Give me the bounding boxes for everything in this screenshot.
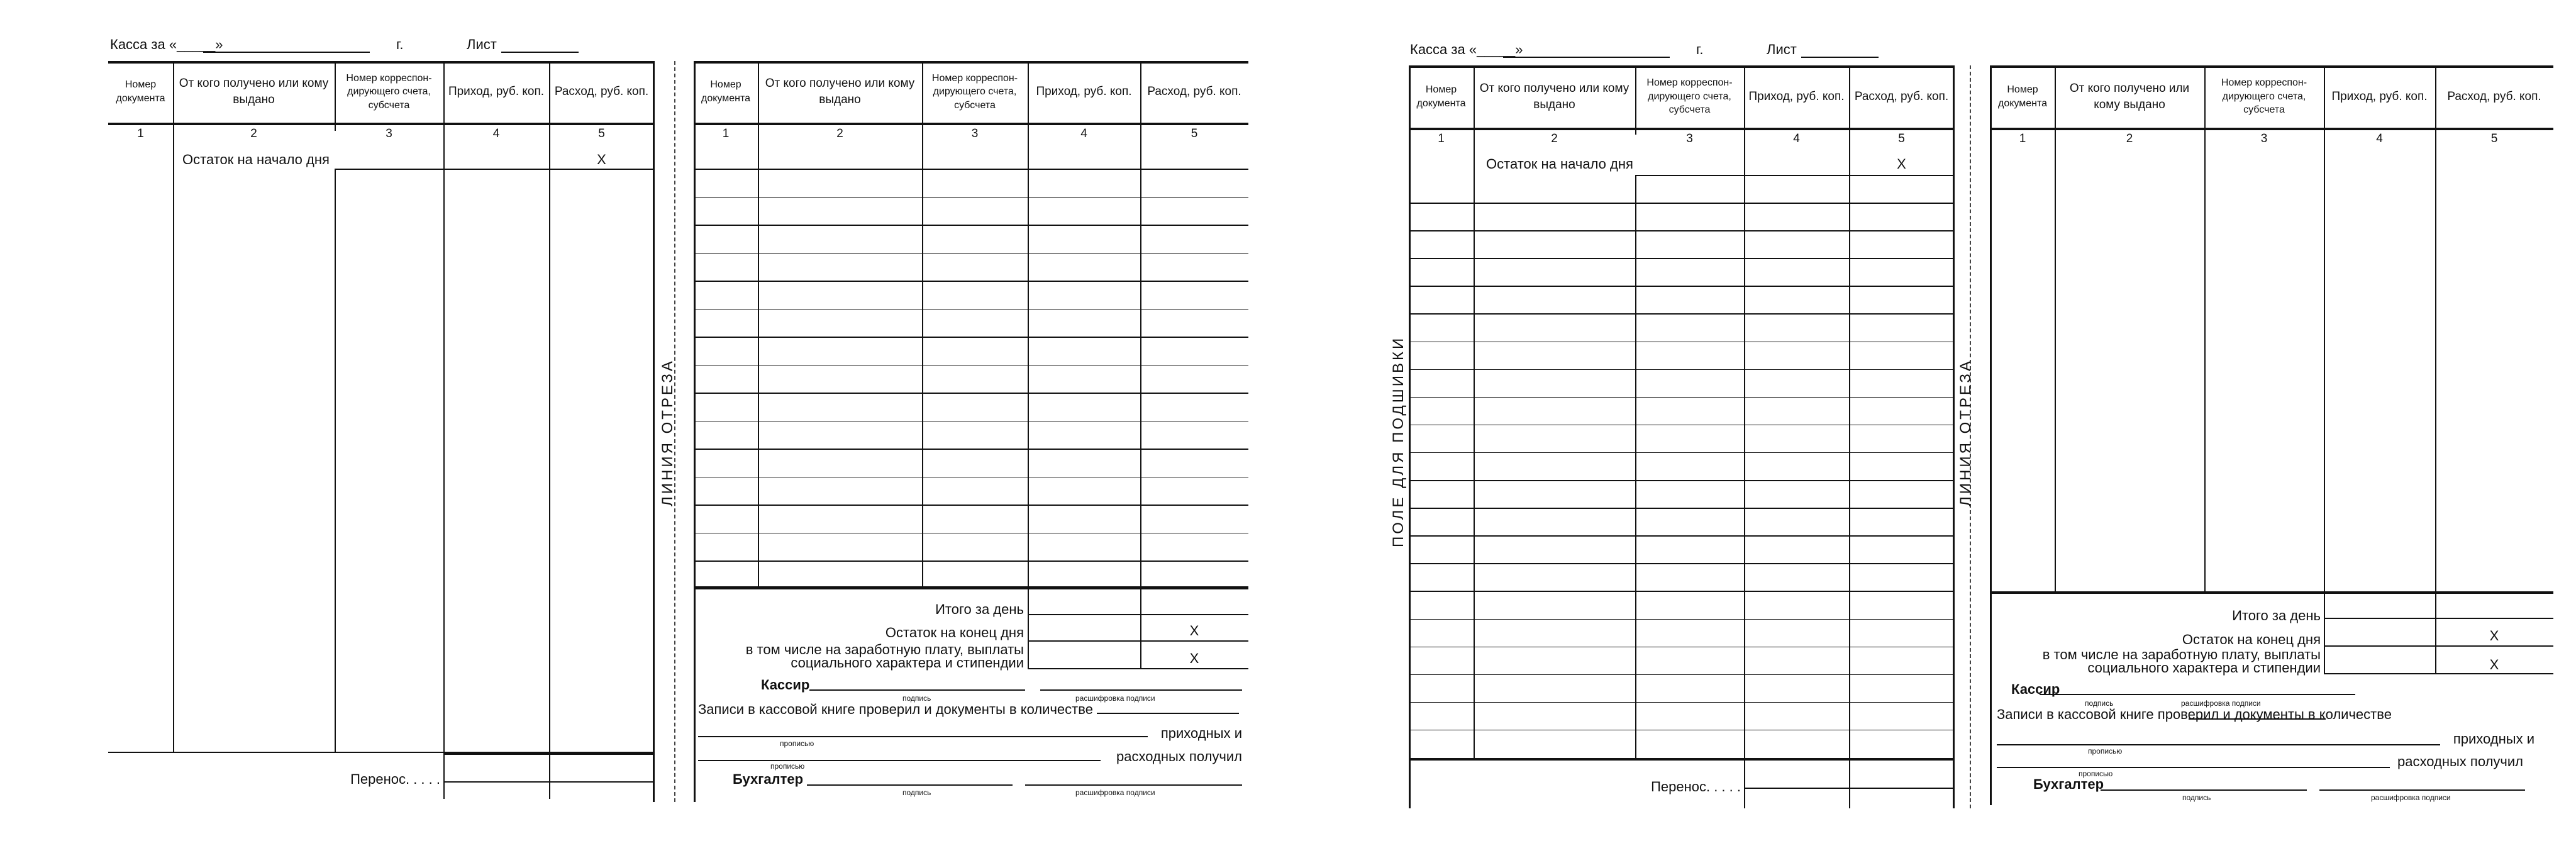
date-field[interactable] xyxy=(1503,57,1670,58)
column-divider xyxy=(173,123,174,752)
table-row xyxy=(694,533,1248,534)
date-field[interactable] xyxy=(203,52,370,53)
column-divider xyxy=(2204,128,2206,591)
salary-label-line2: социального характера и стипендии xyxy=(791,655,1024,671)
cashier-label: Кассир xyxy=(2011,681,2060,697)
accountant-signature-decode-field[interactable] xyxy=(1025,784,1242,786)
column-number-2: 2 xyxy=(1551,132,1558,145)
accountant-signature-caption: подпись xyxy=(902,788,931,797)
salary-expense-cross: X xyxy=(1189,650,1199,666)
table-row xyxy=(1409,730,1954,731)
column-divider xyxy=(1635,175,1636,758)
table-row xyxy=(694,337,1248,338)
carry-over-top xyxy=(443,752,654,755)
table-row xyxy=(1409,647,1954,648)
table-row xyxy=(1409,342,1954,343)
opening-balance-underline xyxy=(1635,175,1954,176)
column-divider xyxy=(549,123,550,799)
column-divider xyxy=(2324,65,2325,128)
column-divider xyxy=(173,61,174,123)
column-number-5: 5 xyxy=(2490,132,2498,145)
column-number-1: 1 xyxy=(1438,132,1445,145)
table-row xyxy=(694,365,1248,366)
accountant-signature-decode-caption: расшифровка подписи xyxy=(2371,793,2451,802)
year-suffix: г. xyxy=(1696,42,1704,57)
opening-balance-label: Остаток на начало дня xyxy=(1486,156,1633,172)
table-row xyxy=(694,393,1248,394)
in-words-caption: прописью xyxy=(770,762,805,771)
table-row xyxy=(1409,230,1954,231)
table-row xyxy=(694,197,1248,198)
cashier-signature-decode-field[interactable] xyxy=(2158,694,2355,695)
column-header-5: Расход, руб. коп. xyxy=(1147,85,1241,99)
table-row xyxy=(694,169,1248,170)
column-number-4: 4 xyxy=(1793,132,1800,145)
opening-balance-expense-cross: X xyxy=(1897,156,1906,172)
table-row xyxy=(1409,286,1954,287)
column-number-1: 1 xyxy=(722,127,730,140)
column-number-4: 4 xyxy=(1080,127,1087,140)
column-header-3: Номер корреспон- дирующего счета, субсчета xyxy=(1646,77,1733,116)
year-suffix: г. xyxy=(396,36,404,52)
column-header-2: От кого получено или кому выдано xyxy=(1479,81,1629,111)
incoming-count-words-field[interactable] xyxy=(698,736,1148,737)
column-number-2: 2 xyxy=(2126,132,2133,145)
in-words-caption: прописью xyxy=(2079,769,2113,778)
cashier-signature-caption: подпись xyxy=(2085,699,2114,708)
header-bottom-border xyxy=(694,123,1248,125)
sheet-number-field[interactable] xyxy=(1801,57,1879,58)
column-header-5: Расход, руб. коп. xyxy=(1854,89,1949,103)
header-bottom-border xyxy=(1990,128,2553,130)
in-words-caption: прописью xyxy=(2088,747,2123,755)
sheet-left-border xyxy=(1990,65,1992,805)
column-divider xyxy=(1028,61,1029,123)
column-header-4: Приход, руб. коп. xyxy=(1036,85,1132,99)
cashier-signature-caption: подпись xyxy=(902,694,931,703)
table-row xyxy=(1409,313,1954,315)
daily-total-label: Итого за день xyxy=(2232,608,2321,623)
column-number-4: 4 xyxy=(492,127,500,140)
documents-count-field[interactable] xyxy=(2189,718,2326,720)
sheet-right-border xyxy=(1953,65,1955,808)
table-row xyxy=(1409,369,1954,371)
column-header-3: Номер корреспон- дирующего счета, субсчета xyxy=(346,72,432,111)
column-divider xyxy=(335,61,336,123)
column-divider xyxy=(443,123,445,799)
table-bottom-border xyxy=(1990,591,2553,594)
cash-date-label: Касса за «_____» xyxy=(110,36,223,52)
column-header-2: От кого получено или кому выдано xyxy=(2069,81,2190,111)
table-row xyxy=(694,449,1248,450)
table-row xyxy=(694,225,1248,226)
sheet-right-border xyxy=(653,61,655,802)
column-number-2: 2 xyxy=(250,127,257,140)
column-header-1: Номер документа xyxy=(116,79,165,104)
column-number-4: 4 xyxy=(2376,132,2383,145)
table-row xyxy=(694,477,1248,478)
column-divider xyxy=(2204,65,2206,128)
carry-over-bottom xyxy=(443,781,654,783)
table-row xyxy=(1409,480,1954,481)
in-words-caption: прописью xyxy=(780,739,814,748)
table-row xyxy=(1409,702,1954,703)
column-header-5: Расход, руб. коп. xyxy=(2447,89,2541,103)
carry-over-bottom xyxy=(1744,788,1954,789)
column-divider xyxy=(922,61,923,123)
column-divider xyxy=(1474,128,1475,758)
column-number-2: 2 xyxy=(836,127,843,140)
cut-line-label: ЛИНИЯ ОТРЕЗА xyxy=(1957,359,1974,506)
cashier-signature-decode-caption: расшифровка подписи xyxy=(1075,694,1155,703)
table-row xyxy=(694,309,1248,310)
cut-line-label: ЛИНИЯ ОТРЕЗА xyxy=(659,359,676,506)
column-divider xyxy=(1140,61,1141,123)
accountant-signature-decode-field[interactable] xyxy=(2319,789,2525,791)
column-divider xyxy=(1849,65,1850,128)
column-header-3: Номер корреспон- дирующего счета, субсчета xyxy=(2221,77,2307,116)
table-row xyxy=(1409,425,1954,426)
accountant-label: Бухгалтер xyxy=(2033,776,2104,792)
salary-label-line1: в том числе на заработную плату, выплаты xyxy=(2042,647,2321,662)
daily-total-label: Итого за день xyxy=(935,601,1024,617)
salary-expense-cross: X xyxy=(2489,657,2499,672)
column-divider xyxy=(758,123,759,586)
column-header-1: Номер документа xyxy=(1416,84,1466,109)
closing-balance-label: Остаток на конец дня xyxy=(885,625,1024,640)
daily-total-underline xyxy=(2324,618,2553,619)
column-divider xyxy=(1635,128,1636,135)
column-divider xyxy=(335,123,336,131)
column-divider xyxy=(922,123,923,586)
column-header-1: Номер документа xyxy=(701,79,750,104)
closing-balance-label: Остаток на конец дня xyxy=(2182,632,2321,647)
cashier-signature-decode-caption: расшифровка подписи xyxy=(2181,699,2261,708)
table-row xyxy=(1409,508,1954,509)
column-divider xyxy=(549,61,550,123)
column-header-2: От кого получено или кому выдано xyxy=(179,77,329,106)
column-number-1: 1 xyxy=(2019,132,2026,145)
accountant-signature-field[interactable] xyxy=(2101,789,2307,791)
binding-margin-label: ПОЛЕ ДЛЯ ПОДШИВКИ xyxy=(1390,335,1407,547)
salary-underline xyxy=(2324,673,2553,674)
table-row xyxy=(1409,619,1954,620)
checked-documents-text: Записи в кассовой книге проверил и документы в количестве xyxy=(698,701,1093,717)
accountant-signature-field[interactable] xyxy=(807,784,1013,786)
sheet-number-field[interactable] xyxy=(501,52,579,53)
daily-total-underline xyxy=(1028,614,1248,615)
outgoing-count-words-field[interactable] xyxy=(1997,767,2390,768)
table-row xyxy=(1409,535,1954,537)
column-divider xyxy=(335,169,336,752)
documents-count-field[interactable] xyxy=(1097,713,1239,714)
table-row xyxy=(1409,674,1954,676)
incoming-text: приходных и xyxy=(1160,725,1242,741)
table-row xyxy=(694,505,1248,506)
table-bottom-border xyxy=(1409,758,1954,761)
sheet-label: Лист xyxy=(1767,42,1797,57)
table-row xyxy=(1409,397,1954,398)
column-divider xyxy=(2055,65,2056,128)
column-header-2: От кого получено или кому выдано xyxy=(765,77,915,106)
sheet-left-border xyxy=(1409,65,1411,808)
accountant-signature-decode-caption: расшифровка подписи xyxy=(1075,788,1155,797)
cashier-signature-field[interactable] xyxy=(809,689,1025,691)
closing-balance-underline xyxy=(2324,645,2553,647)
table-row xyxy=(694,560,1248,562)
incoming-count-words-field[interactable] xyxy=(1997,744,2440,745)
sheet-label: Лист xyxy=(467,36,497,52)
cashier-label: Кассир xyxy=(761,677,810,693)
column-divider xyxy=(2435,65,2436,128)
column-header-3: Номер корреспон- дирующего счета, субсчета xyxy=(931,72,1018,111)
table-row xyxy=(694,281,1248,282)
column-divider xyxy=(758,61,759,123)
opening-balance-expense-cross: X xyxy=(597,152,606,167)
header-bottom-border xyxy=(108,123,654,125)
cashier-signature-decode-field[interactable] xyxy=(1040,689,1242,691)
accountant-signature-caption: подпись xyxy=(2182,793,2211,802)
table-row xyxy=(694,253,1248,254)
incoming-text: приходных и xyxy=(2453,731,2534,747)
column-divider xyxy=(1635,65,1636,128)
column-header-1: Номер документа xyxy=(1997,84,2047,109)
column-header-5: Расход, руб. коп. xyxy=(554,85,649,99)
accountant-label: Бухгалтер xyxy=(733,771,804,787)
table-row xyxy=(1409,452,1954,454)
checked-documents-text: Записи в кассовой книге проверил и документы в количестве xyxy=(1997,706,2392,722)
column-number-3: 3 xyxy=(2260,132,2268,145)
outgoing-text: расходных получил xyxy=(1116,749,1242,764)
closing-balance-expense-cross: X xyxy=(1189,623,1199,638)
opening-balance-underline xyxy=(335,169,654,170)
salary-label-line1: в том числе на заработную плату, выплаты xyxy=(745,642,1024,657)
column-header-4: Приход, руб. коп. xyxy=(1748,89,1845,103)
closing-balance-expense-cross: X xyxy=(2489,628,2499,644)
column-header-4: Приход, руб. коп. xyxy=(448,85,545,99)
column-number-1: 1 xyxy=(137,127,144,140)
table-row xyxy=(1409,258,1954,259)
opening-balance-label: Остаток на начало дня xyxy=(182,152,330,167)
column-number-5: 5 xyxy=(1898,132,1905,145)
column-number-3: 3 xyxy=(971,127,979,140)
column-number-5: 5 xyxy=(1191,127,1198,140)
column-number-5: 5 xyxy=(598,127,605,140)
carry-over-label: Перенос. . . . . xyxy=(1651,779,1741,794)
table-row xyxy=(694,421,1248,422)
table-row xyxy=(1409,591,1954,592)
column-number-3: 3 xyxy=(386,127,392,140)
salary-label-line2: социального характера и стипендии xyxy=(2087,660,2321,676)
outgoing-count-words-field[interactable] xyxy=(698,760,1101,761)
header-bottom-border xyxy=(1409,128,1954,130)
table-row xyxy=(1409,563,1954,564)
carry-over-label: Перенос. . . . . xyxy=(350,771,440,787)
sheet-left-border xyxy=(694,61,696,802)
cash-date-label: Касса за «_____» xyxy=(1410,42,1523,57)
table-row xyxy=(1409,203,1954,204)
column-divider xyxy=(1744,65,1745,128)
column-divider xyxy=(443,61,445,123)
column-divider xyxy=(1474,65,1475,128)
table-bottom-border xyxy=(694,586,1248,589)
column-number-3: 3 xyxy=(1686,132,1693,145)
closing-balance-underline xyxy=(1028,640,1248,642)
column-header-4: Приход, руб. коп. xyxy=(2331,89,2428,103)
salary-underline xyxy=(1028,668,1248,669)
column-divider xyxy=(2055,128,2056,591)
outgoing-text: расходных получил xyxy=(2397,754,2523,769)
